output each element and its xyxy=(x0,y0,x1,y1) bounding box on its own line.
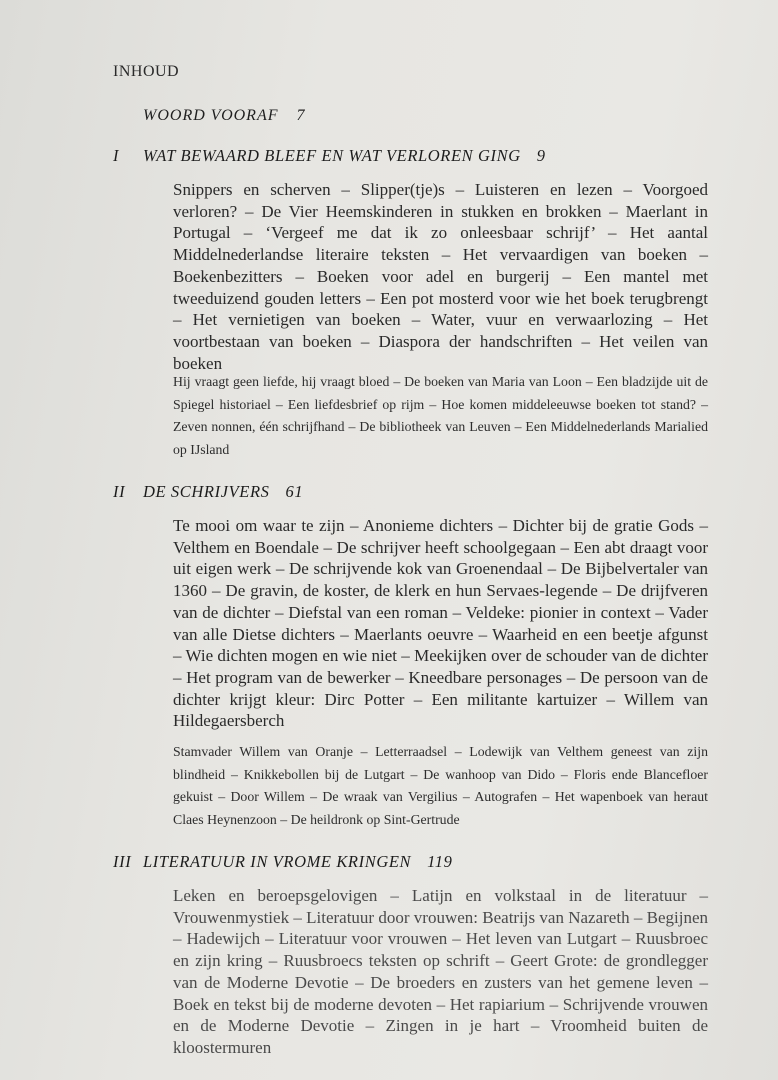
chapter-2-heading xyxy=(113,482,303,502)
chapter-3-topics: Leken en beroepsgelovigen – Latijn en volkstaal in de literatuur – Vrouwenmystiek – Literatuur door vrouwen: Beatrijs van Nazareth – Begijnen – Hadewijch – Literatuur voor vrouwen – Het leven van Lutgart – Ruusbroec en zijn kring – Ruusbroecs teksten op schrift – Geert Grote: de grondlegger van de Moderne Devotie – De broeders en zusters van het gemene leven – Boek en tekst bij de moderne devoten – Het rapiarium – Schrijvende vrouwen en de Moderne Devotie – Zingen in je hart – Vroomheid buiten de kloostermuren xyxy=(173,886,708,1057)
chapter-page: 61 xyxy=(285,482,304,501)
chapter-1-sidebars: Hij vraagt geen liefde, hij vraagt bloed – De boeken van Maria van Loon – Een bladzijde uit de Spiegel historiael – Een liefdesbrief op rijm – Hoe komen middeleeuwse boeken tot stand? – Zeven nonnen, één schrijfhand – De bibliotheek van Leuven – Een Middelnederlands Marialied op IJsland xyxy=(173,374,708,458)
chapter-page: 9 xyxy=(536,146,546,165)
chapter-1-heading xyxy=(113,146,546,166)
foreword-entry xyxy=(143,107,306,125)
chapter-title: LITERATUUR IN VROME KRINGEN xyxy=(143,852,412,871)
foreword-title: WOORD VOORAF xyxy=(143,107,279,124)
chapter-1-topics: Snippers en scherven – Slipper(tje)s – Luisteren en lezen – Voorgoed verloren? – De Vier Heemskinderen in stukken en brokken – Maerlant in Portugal – ‘Vergeef me dat ik zo onleesbaar schrijf’ – Het aantal Middelnederlandse literaire teksten – Het vervaardigen van boeken – Boekenbezitters – Boeken voor adel en burgerij – Een mantel met tweeduizend gouden letters – Een pot mosterd voor wie het boek terugbrengt – Het vernietigen van boeken – Water, vuur en verwaarlozing – Het voortbestaan van boeken – Diaspora der handschriften – Het veilen van boeken xyxy=(173,180,708,373)
chapter-2-topics: Te mooi om waar te zijn – Anonieme dichters – Dichter bij de gratie Gods – Velthem en Boendale – De schrijver heeft schoolgegaan – Een abt draagt voor uit eigen werk – De schrijvende kok van Groenendaal – De Bijbelvertaler van 1360 – De gravin, de koster, de klerk en hun Servaes-legende – De drijfveren van de dichter – Diefstal van een roman – Veldeke: pionier in context – Vader van alle Dietse dichters – Maerlants oeuvre – Waarheid en een beetje afgunst – Wie dichten mogen en wie niet – Meekijken over de schouder van de dichter – Het program van de bewerker – Kneedbare personages – De persoon van de dichter krijgt kleur: Dirc Potter – Een militante kartuizer – Willem van Hildegaersberch xyxy=(173,516,708,731)
chapter-3-heading xyxy=(113,852,452,872)
chapter-number: I xyxy=(113,146,120,165)
chapter-2-sidebars: Stamvader Willem van Oranje – Letterraadsel – Lodewijk van Velthem geneest van zijn blindheid – Knikkebollen bij de Lutgart – De wanhoop van Dido – Floris ende Blancefloer gekuist – Door Willem – De wraak van Vergilius – Autografen – Het wapenboek van heraut Claes Heynenzoon – De heildronk op Sint-Gertrude xyxy=(173,744,708,828)
chapter-page: 119 xyxy=(427,852,453,871)
chapter-title: DE SCHRIJVERS xyxy=(143,482,270,501)
chapter-number: III xyxy=(113,852,132,871)
foreword-page: 7 xyxy=(296,107,306,124)
chapter-title: WAT BEWAARD BLEEF EN WAT VERLOREN GING xyxy=(143,146,521,165)
chapter-number: II xyxy=(113,482,126,501)
toc-heading: INHOUD xyxy=(113,63,180,80)
